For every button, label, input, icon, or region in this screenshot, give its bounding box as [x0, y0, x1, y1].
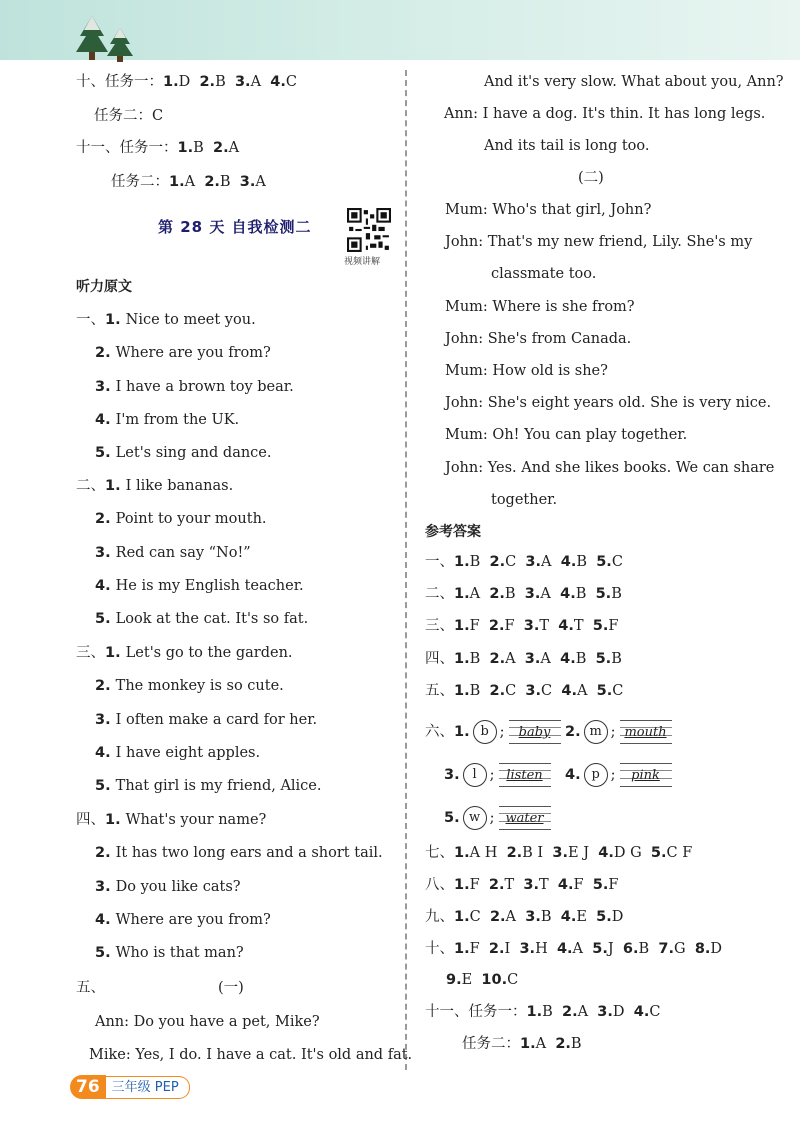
answer-row	[446, 970, 527, 990]
qr-caption: 视频讲解	[344, 257, 381, 267]
listening-line	[95, 743, 260, 763]
answer-number: 3.	[597, 1004, 613, 1020]
section-label: 一、	[76, 312, 105, 328]
listening-line	[95, 710, 317, 730]
answer-value: I	[504, 941, 511, 957]
answer-number: 8.	[694, 941, 711, 957]
line-number: 4.	[95, 577, 116, 594]
line-text: That girl is my friend, Alice.	[115, 778, 322, 795]
listening-line	[95, 843, 383, 863]
listening-line	[95, 543, 251, 563]
answer-number: 6.	[622, 941, 639, 957]
dialogue-line: And it's very slow. What about you, Ann?	[484, 74, 784, 90]
handwriting-lines	[499, 806, 551, 830]
answer-number: 3.	[519, 941, 536, 957]
answer-value: B	[504, 586, 516, 603]
answer-value: A	[505, 650, 516, 667]
answer-row-label: 十一、任务一：	[76, 140, 178, 156]
answer-number: 1.	[526, 1004, 543, 1020]
answer-value: F	[469, 877, 480, 893]
answer-value: C	[505, 682, 517, 699]
line-text: Who is that man?	[115, 945, 244, 962]
answer-value: C	[541, 682, 553, 699]
listening-line	[95, 877, 241, 897]
answer-value: A	[576, 682, 588, 699]
answer-number: 3.	[523, 877, 539, 893]
dialogue-line: Mike: Yes, I do. I have a cat. It's old and fat.	[89, 1047, 413, 1063]
answer-value: T	[539, 877, 549, 893]
answer-number: 5.	[596, 554, 612, 570]
answer-number: 1.	[454, 724, 470, 740]
line-number: 5.	[95, 611, 116, 628]
answer-value: C	[505, 554, 517, 570]
answer-number: 2.	[555, 1036, 571, 1052]
circled-letter: b	[473, 720, 497, 744]
handwritten-word: mouth	[624, 725, 667, 740]
circled-letter: l	[463, 763, 487, 787]
answer-number: 1.	[520, 1036, 536, 1052]
line-number: 3.	[95, 378, 116, 395]
dialogue-line: Mum: Oh! You can play together.	[445, 427, 688, 444]
listening-line	[95, 343, 271, 363]
line-text: Where are you from?	[115, 911, 271, 928]
handwritten-word: baby	[518, 725, 551, 740]
answer-row-label: 一、	[425, 554, 454, 570]
handwriting-lines	[620, 763, 672, 787]
part-label: (二)	[578, 170, 604, 186]
answer-number: 2.	[489, 586, 505, 603]
section-label: 四、	[76, 812, 105, 828]
answer-value: B	[215, 74, 226, 90]
answer-number: 3.	[525, 909, 541, 925]
answer-value: A	[535, 1036, 547, 1052]
answer-row-label: 四、	[425, 650, 454, 667]
dialogue-line: together.	[491, 491, 558, 508]
answer-number: 2.	[212, 140, 229, 156]
answer-value: C	[611, 554, 623, 570]
answer-number: 1.	[454, 586, 470, 603]
answer-row	[76, 138, 248, 158]
answer-row-label: 十、	[425, 941, 454, 957]
separator: ;	[489, 810, 495, 826]
column-divider	[405, 70, 407, 1070]
answer-value: F	[504, 618, 515, 635]
dialogue-line: John: Yes. And she likes books. We can share	[445, 459, 775, 476]
answer-value: B	[575, 650, 587, 667]
listening-line	[95, 676, 284, 696]
answer-number: 1.	[454, 877, 470, 893]
answer-value: C	[612, 682, 624, 699]
day-title: 第 28 天 自我检测二	[158, 218, 312, 236]
answer-value: A	[250, 74, 262, 90]
dialogue-line: Mum: Where is she from?	[445, 298, 635, 315]
answer-value: F	[608, 877, 619, 893]
answer-number: 5.	[592, 618, 609, 635]
answer-number: 5.	[595, 586, 612, 603]
answer-value: C	[285, 74, 297, 90]
answer-number: 4.	[633, 1004, 650, 1020]
line-number: 2.	[95, 511, 116, 528]
spelling-item	[444, 763, 551, 787]
line-text: Red can say “No!”	[115, 544, 251, 561]
dialogue-line: Mum: Who's that girl, John?	[445, 202, 652, 218]
handwritten-word: listen	[506, 768, 543, 783]
answer-value: E	[576, 909, 587, 925]
answer-number: 7.	[658, 941, 674, 957]
answer-number: 5.	[596, 909, 612, 925]
line-number: 4.	[95, 411, 116, 428]
answer-value: C	[649, 1004, 661, 1020]
answer-number: 1.	[454, 618, 470, 635]
answer-row	[425, 552, 632, 572]
qr-code-icon[interactable]	[347, 208, 391, 252]
listening-line	[76, 643, 293, 663]
line-number: 2.	[95, 845, 116, 862]
answer-value: B	[540, 909, 552, 925]
line-text: I have a brown toy bear.	[115, 378, 294, 395]
answer-value: T	[504, 877, 515, 893]
line-number: 3.	[95, 544, 116, 561]
answer-value: B	[611, 650, 622, 667]
answer-row-label: 五、	[425, 682, 454, 699]
answer-row-label: 八、	[425, 877, 454, 893]
line-text: I like bananas.	[125, 478, 234, 494]
answer-row	[425, 1002, 670, 1022]
section-label: 六、	[425, 724, 454, 740]
answer-value: A	[255, 174, 266, 190]
handwriting-lines	[499, 763, 551, 787]
answer-row	[94, 106, 163, 126]
listening-line	[76, 476, 233, 496]
answer-value: A	[540, 586, 551, 603]
answer-number: 1.	[163, 74, 179, 90]
answer-row	[425, 649, 631, 669]
line-number: 1.	[105, 812, 126, 828]
answer-number: 1.	[177, 140, 194, 156]
line-text: Let's sing and dance.	[115, 445, 272, 462]
answer-row	[425, 875, 628, 895]
answer-number: 4.	[598, 845, 614, 861]
line-number: 5.	[95, 945, 116, 962]
answer-row-label: 二、	[425, 586, 454, 603]
page-number: 76	[70, 1075, 106, 1099]
answer-number: 2.	[199, 74, 216, 90]
answer-number: 3.	[523, 618, 540, 635]
answer-number: 2.	[561, 1004, 578, 1020]
line-number: 2.	[95, 345, 116, 362]
answer-number: 2.	[489, 554, 506, 570]
separator: ;	[489, 767, 495, 783]
answer-value: A	[228, 140, 240, 156]
answer-value: B	[570, 1036, 582, 1052]
answer-row-label: 任务二：	[94, 108, 152, 124]
answer-row	[425, 843, 701, 863]
answer-value: T	[573, 618, 584, 635]
answer-number: 5.	[444, 810, 460, 826]
dialogue-line: classmate too.	[491, 266, 597, 283]
handwriting-lines	[620, 720, 672, 744]
answer-value: C	[507, 972, 519, 988]
listening-line	[95, 509, 267, 529]
line-text: I often make a card for her.	[115, 711, 318, 728]
answer-row-label: 任务二：	[462, 1036, 520, 1052]
answer-value: F	[469, 941, 480, 957]
answer-value: D G	[613, 845, 642, 861]
answer-value: F	[608, 618, 619, 635]
answer-number: 4.	[558, 618, 574, 635]
answer-value: B	[575, 586, 587, 603]
answer-value: A	[577, 1004, 589, 1020]
answer-number: 4.	[560, 586, 576, 603]
answer-value: E J	[568, 845, 590, 861]
answer-row	[425, 584, 631, 604]
line-number: 3.	[95, 878, 116, 895]
line-text: It has two long ears and a short tail.	[115, 845, 383, 862]
answer-number: 3.	[524, 586, 541, 603]
answer-row	[111, 172, 275, 192]
listening-line	[76, 810, 266, 830]
separator: ;	[610, 724, 616, 740]
answer-number: 4.	[560, 909, 577, 925]
line-number: 4.	[95, 911, 116, 928]
line-text: Nice to meet you.	[125, 312, 256, 328]
line-number: 1.	[105, 645, 126, 661]
answer-value: B I	[522, 845, 544, 861]
answer-number: 5.	[592, 941, 608, 957]
snowy-trees-icon	[70, 14, 140, 64]
answer-value: G	[674, 941, 686, 957]
answer-number: 2.	[489, 682, 506, 699]
answer-number: 3.	[444, 767, 460, 783]
answer-row-label: 十一、任务一：	[425, 1004, 527, 1020]
answer-value: D	[178, 74, 191, 90]
answer-number: 4.	[556, 941, 573, 957]
handwritten-word: pink	[631, 768, 660, 783]
answer-number: 1.	[454, 845, 470, 861]
answer-number: 4.	[561, 682, 577, 699]
answer-number: 9.	[446, 972, 462, 988]
answer-value: A	[541, 554, 552, 570]
answer-number: 2.	[489, 909, 506, 925]
dialogue-line: John: That's my new friend, Lily. She's my	[445, 234, 753, 251]
dialogue-line: And its tail is long too.	[484, 138, 650, 154]
answer-value: B	[219, 174, 231, 190]
line-text: Point to your mouth.	[115, 511, 267, 528]
spelling-item	[565, 763, 672, 787]
answers-heading: 参考答案	[425, 524, 481, 540]
answer-number: 4.	[560, 650, 576, 667]
spelling-item	[425, 720, 561, 744]
answer-number: 1.	[454, 682, 470, 699]
listening-line	[95, 377, 294, 397]
separator: ;	[610, 767, 616, 783]
answer-number: 3.	[234, 74, 251, 90]
line-number: 1.	[105, 312, 126, 328]
answer-value: B	[576, 554, 587, 570]
answer-number: 5.	[596, 682, 613, 699]
answer-value: B	[638, 941, 650, 957]
line-number: 5.	[95, 445, 116, 462]
answer-number: 1.	[454, 554, 470, 570]
answer-number: 2.	[565, 724, 581, 740]
line-number: 3.	[95, 711, 116, 728]
answer-number: 4.	[565, 767, 581, 783]
answer-value: B	[542, 1004, 553, 1020]
answer-number: 2.	[488, 877, 505, 893]
answer-value: D	[612, 1004, 625, 1020]
answer-number: 3.	[525, 682, 542, 699]
answer-value: A	[184, 174, 196, 190]
line-text: Look at the cat. It's so fat.	[115, 611, 309, 628]
line-text: What's your name?	[125, 812, 267, 828]
grade-label: 三年级 PEP	[106, 1076, 190, 1099]
answer-value: B	[469, 554, 481, 570]
answer-value: A	[469, 586, 481, 603]
line-text: I'm from the UK.	[115, 411, 240, 428]
answer-row	[425, 939, 731, 959]
listening-line	[95, 576, 304, 596]
answer-value: D	[611, 909, 624, 925]
answer-number: 3.	[524, 650, 541, 667]
answer-value: C	[469, 909, 481, 925]
answer-number: 1.	[454, 909, 470, 925]
line-text: I have eight apples.	[115, 744, 261, 761]
separator: ;	[499, 724, 505, 740]
section-label: 三、	[76, 645, 105, 661]
answer-row-label: 九、	[425, 909, 454, 925]
listening-line	[95, 776, 322, 796]
spelling-item	[444, 806, 551, 830]
answer-number: 10.	[481, 972, 508, 988]
answer-value: T	[539, 618, 550, 635]
section-label: 二、	[76, 478, 105, 494]
answer-value: A	[505, 909, 517, 925]
answer-value: B	[469, 682, 481, 699]
circled-letter: w	[463, 806, 487, 830]
answer-value: E	[461, 972, 473, 988]
line-number: 2.	[95, 678, 116, 695]
dialogue-line: Mum: How old is she?	[445, 363, 608, 379]
dialogue-line: Ann: Do you have a pet, Mike?	[95, 1014, 320, 1030]
answer-value: B	[193, 140, 204, 156]
line-text: He is my English teacher.	[115, 577, 304, 594]
answer-row	[425, 681, 633, 701]
answer-number: 2.	[489, 650, 506, 667]
line-number: 4.	[95, 744, 116, 761]
answer-value: A	[540, 650, 551, 667]
answer-number: 1.	[169, 174, 185, 190]
handwritten-word: water	[505, 811, 544, 826]
dialogue-line: John: She's eight years old. She is very nice.	[445, 395, 772, 412]
answer-value: C F	[666, 845, 693, 861]
listening-line	[95, 910, 271, 930]
answer-row-label: 七、	[425, 845, 454, 861]
answer-row	[462, 1034, 591, 1054]
answer-row-label: 三、	[425, 618, 454, 635]
answer-value: C	[152, 108, 164, 124]
answer-value: F	[573, 877, 584, 893]
dialogue-line: Ann: I have a dog. It's thin. It has long legs.	[444, 106, 766, 122]
answer-number: 4.	[557, 877, 574, 893]
answer-number: 2.	[488, 941, 505, 957]
answer-value: F	[469, 618, 480, 635]
section-label: 五、	[76, 980, 105, 996]
answer-row	[425, 616, 628, 636]
answer-value: B	[469, 650, 481, 667]
line-text: The monkey is so cute.	[115, 678, 284, 695]
answer-number: 4.	[270, 74, 286, 90]
answer-row	[425, 907, 633, 927]
answer-number: 1.	[454, 941, 470, 957]
answer-value: D	[710, 941, 723, 957]
listening-line	[95, 410, 239, 430]
answer-value: B	[611, 586, 622, 603]
answer-value: J	[607, 941, 614, 957]
listening-heading: 听力原文	[76, 279, 132, 295]
answer-number: 5.	[592, 877, 609, 893]
answer-number: 5.	[650, 845, 667, 861]
answer-number: 2.	[204, 174, 220, 190]
spelling-item	[565, 720, 672, 744]
answer-value: A H	[469, 845, 498, 861]
handwriting-lines	[509, 720, 561, 744]
header-band	[0, 0, 800, 60]
line-number: 1.	[105, 478, 126, 494]
answer-value: A	[572, 941, 584, 957]
listening-line	[95, 609, 308, 629]
listening-line	[95, 443, 272, 463]
answer-number: 2.	[488, 618, 505, 635]
line-number: 5.	[95, 778, 116, 795]
dialogue-line: John: She's from Canada.	[445, 330, 632, 347]
line-text: Do you like cats?	[115, 878, 241, 895]
answer-value: H	[535, 941, 548, 957]
circled-letter: m	[584, 720, 608, 744]
line-text: Let's go to the garden.	[125, 645, 293, 661]
circled-letter: p	[584, 763, 608, 787]
footer-badge	[70, 1075, 190, 1099]
answer-number: 3.	[239, 174, 256, 190]
answer-number: 4.	[560, 554, 577, 570]
answer-number: 3.	[552, 845, 568, 861]
answer-number: 3.	[525, 554, 542, 570]
answer-row	[76, 72, 306, 92]
answer-row-label: 十、任务一：	[76, 74, 163, 90]
listening-line	[95, 943, 244, 963]
answer-number: 2.	[506, 845, 523, 861]
answer-number: 1.	[454, 650, 470, 667]
answer-row-label: 任务二：	[111, 174, 169, 190]
answer-number: 5.	[595, 650, 612, 667]
part-label: (一)	[218, 980, 244, 996]
line-text: Where are you from?	[115, 345, 271, 362]
listening-line	[76, 310, 256, 330]
